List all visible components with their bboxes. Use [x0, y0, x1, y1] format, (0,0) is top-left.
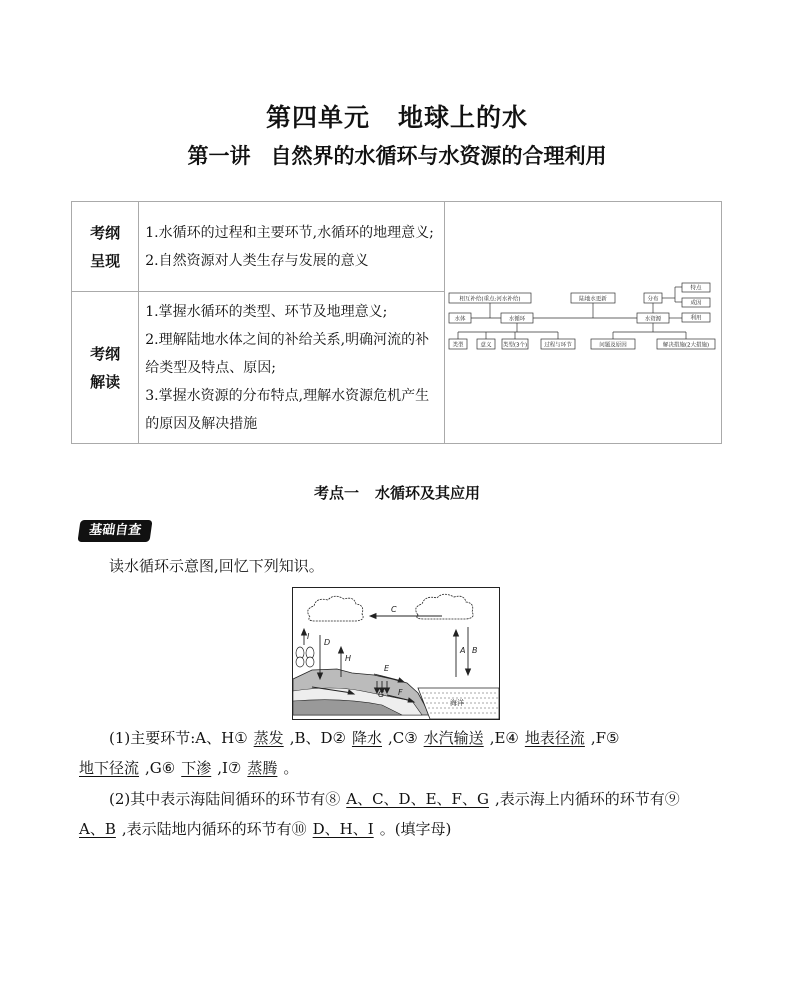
mindmap-label: 水循环	[508, 316, 526, 323]
ocean-label: 海洋	[450, 699, 464, 707]
lecture-number: 第一讲	[187, 144, 251, 168]
outline-item: 2.理解陆地水体之间的补给关系,明确河流的补给类型及特点、原因;	[145, 331, 430, 376]
water-cycle-diagram	[292, 587, 500, 720]
answer-blank: 蒸腾	[247, 759, 278, 777]
outline-header-present: 考纲 呈现	[72, 202, 139, 292]
outline-item: 2.自然资源对人类生存与发展的意义	[145, 252, 369, 269]
self-check-badge: 基础自查	[77, 520, 152, 542]
outline-table	[71, 201, 722, 444]
mindmap-label: 利用	[690, 315, 702, 322]
mindmap-label: 陆地水更新	[579, 296, 607, 303]
diagram-label-a: A	[460, 646, 466, 655]
mindmap-diagram	[445, 202, 721, 439]
mindmap-label: 类型(3个)	[502, 342, 528, 349]
mindmap-label: 相互补给(重点:河水补给)	[459, 296, 521, 303]
diagram-label-h: H	[345, 654, 352, 663]
answer-blank: 地表径流	[524, 729, 585, 747]
diagram-label-g: G	[378, 690, 385, 699]
mindmap-label: 分布	[647, 296, 659, 303]
answer-blank: A、B	[79, 820, 116, 838]
lecture-topic: 自然界的水循环与水资源的合理利用	[270, 144, 607, 168]
question-1: (1)主要环节:A、H① 蒸发 ,B、D② 降水 ,C③ 水汽输送 ,E④ 地表径流 ,F⑤ 地下径流 ,G⑥ 下渗 ,I⑦ 蒸腾 。	[79, 729, 620, 777]
section-topic: 水循环及其应用	[375, 484, 481, 502]
mindmap-label: 特点	[690, 285, 702, 292]
answer-blank: 水汽输送	[423, 729, 484, 747]
diagram-label-c: C	[391, 605, 397, 614]
mindmap-label: 解决措施(2大措施)	[662, 342, 710, 349]
diagram-label-b: B	[472, 646, 478, 655]
answer-blank: A、C、D、E、F、G	[346, 790, 489, 808]
diagram-label-d: D	[324, 638, 331, 647]
question-2: (2)其中表示海陆间循环的环节有⑧ A、C、D、E、F、G ,表示海上内循环的环节有⑨ A、B ,表示陆地内循环的环节有⑩ D、H、I 。(填字母)	[79, 790, 680, 838]
lecture-title	[0, 140, 794, 170]
outline-item: 3.掌握水资源的分布特点,理解水资源危机产生的原因及解决措施	[145, 387, 430, 432]
section-label: 考点一	[313, 484, 359, 502]
mindmap-label: 类型	[452, 342, 464, 349]
outline-body-present	[139, 202, 445, 292]
section-title	[0, 482, 794, 503]
answer-blank: 降水	[351, 729, 382, 747]
outline-body-interpret	[139, 292, 445, 444]
answer-blank: 下渗	[181, 759, 212, 777]
mindmap-label: 过程与环节	[544, 342, 572, 349]
unit-title	[0, 98, 794, 134]
diagram-label-f: F	[398, 688, 403, 697]
mindmap-cell	[444, 202, 721, 444]
mindmap-label: 水体	[454, 316, 466, 323]
diagram-label-e: E	[384, 664, 390, 673]
mindmap-label: 意义	[480, 342, 492, 349]
outline-item: 1.水循环的过程和主要环节,水循环的地理意义;	[145, 224, 434, 241]
unit-topic: 地球上的水	[398, 103, 529, 132]
unit-number: 第四单元	[265, 103, 370, 132]
answer-blank: 蒸发	[253, 729, 284, 747]
answer-blank: 地下径流	[79, 759, 140, 777]
mindmap-label: 水资源	[644, 316, 662, 323]
diagram-label-i: I	[307, 632, 310, 641]
mindmap-label: 成因	[690, 300, 702, 307]
outline-item: 1.掌握水循环的类型、环节及地理意义;	[145, 303, 388, 320]
mindmap-label: 问题及原因	[599, 342, 627, 349]
outline-header-interpret: 考纲 解读	[72, 292, 139, 444]
outline-row-present	[72, 202, 722, 292]
answer-blank: D、H、I	[312, 820, 374, 838]
intro-text: 读水循环示意图,回忆下列知识。	[109, 557, 324, 575]
